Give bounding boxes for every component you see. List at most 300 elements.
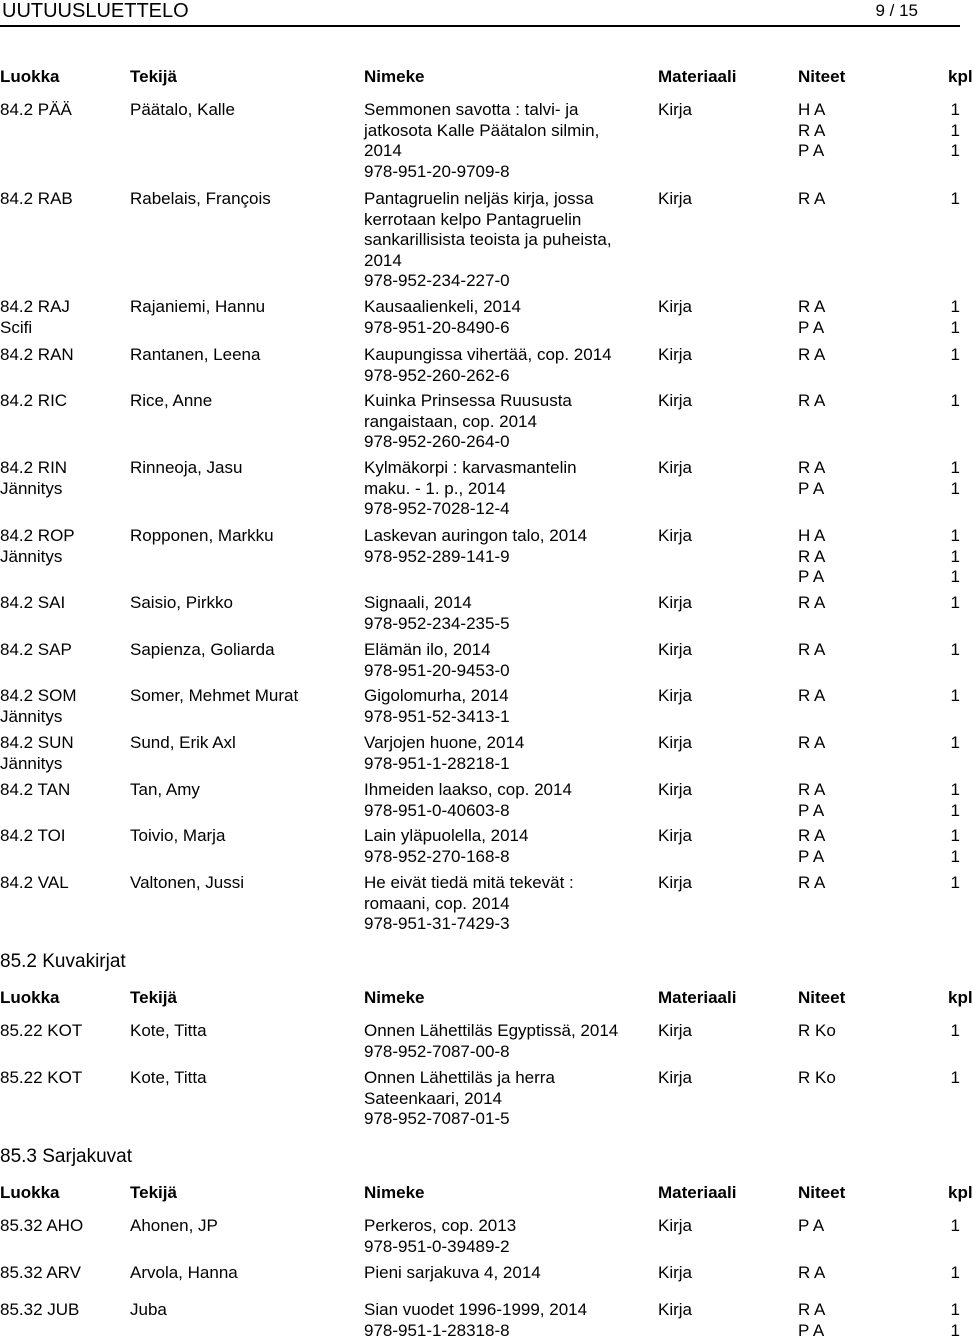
entry-copy-location: R A xyxy=(798,640,826,659)
entry-quantity-value: 1 xyxy=(950,391,960,410)
entry-copies xyxy=(798,593,825,614)
entry-quantity-value: 1 xyxy=(950,873,960,892)
entry-class-line: 84.2 ROP xyxy=(0,526,75,545)
column-header-kpl: kpl xyxy=(948,988,973,1007)
entry-title-line: Sian vuodet 1996-1999, 2014 xyxy=(364,1300,588,1319)
entry-author-name: Arvola, Hanna xyxy=(130,1263,238,1282)
entry-title xyxy=(364,458,577,520)
entry-class xyxy=(0,189,73,210)
entry-class xyxy=(0,1021,82,1042)
entry-author xyxy=(130,1300,167,1321)
entry-copy-location: R A xyxy=(798,546,826,566)
entry-title-line: Lain yläpuolella, 2014 xyxy=(364,826,529,845)
entry-quantity-value: 1 xyxy=(950,800,960,820)
entry-title xyxy=(364,1021,618,1062)
entry-title-line: sankarillisista teoista ja puheista, xyxy=(364,230,612,249)
entry-class xyxy=(0,1216,83,1237)
entry-title-line: 978-952-7087-00-8 xyxy=(364,1041,510,1061)
entry-material xyxy=(658,733,692,754)
entry-author-name: Kote, Titta xyxy=(130,1021,207,1040)
entry-quantity xyxy=(948,526,960,588)
entry-title-line: jatkosota Kalle Päätalon silmin, xyxy=(364,120,600,140)
entry-material xyxy=(658,297,692,318)
entry-quantity-value: 1 xyxy=(950,1021,960,1040)
column-header-luokka: Luokka xyxy=(0,1183,60,1202)
entry-title xyxy=(364,593,510,634)
entry-copies xyxy=(798,1021,836,1042)
entry-material-value: Kirja xyxy=(658,526,693,545)
column-header-materiaali: Materiaali xyxy=(658,1183,737,1202)
entry-quantity-value: 1 xyxy=(950,297,960,316)
column-header-nimeke: Nimeke xyxy=(364,1183,425,1202)
section-heading: 85.2 Kuvakirjat xyxy=(0,951,126,972)
entry-quantity-value: 1 xyxy=(950,546,960,566)
entry-copy-location: R A xyxy=(798,391,826,410)
entry-material-value: Kirja xyxy=(658,1300,693,1319)
entry-title-line: kerrotaan kelpo Pantagruelin xyxy=(364,209,582,229)
entry-title-line: rangaistaan, cop. 2014 xyxy=(364,411,537,431)
entry-copies xyxy=(798,526,825,588)
entry-quantity xyxy=(948,297,960,338)
entry-author-name: Rinneoja, Jasu xyxy=(130,458,243,477)
entry-material-value: Kirja xyxy=(658,345,693,364)
entry-author-name: Saisio, Pirkko xyxy=(130,593,233,612)
column-header-kpl: kpl xyxy=(948,67,973,86)
entry-title-line: 978-952-234-235-5 xyxy=(364,613,510,633)
column-header-luokka: Luokka xyxy=(0,988,60,1007)
entry-class xyxy=(0,593,65,614)
entry-class xyxy=(0,1263,81,1284)
entry-material-value: Kirja xyxy=(658,733,693,752)
entry-quantity-value: 1 xyxy=(950,317,960,337)
entry-copies xyxy=(798,1216,824,1237)
column-header-materiaali: Materiaali xyxy=(658,988,737,1007)
entry-title xyxy=(364,189,612,292)
entry-material-value: Kirja xyxy=(658,780,693,799)
column-header-kpl: kpl xyxy=(948,1183,973,1202)
entry-quantity-value: 1 xyxy=(950,733,960,752)
entry-title-line: 978-952-7087-01-5 xyxy=(364,1109,510,1128)
entry-material-value: Kirja xyxy=(658,458,693,477)
entry-copy-location: R A xyxy=(798,593,826,612)
entry-material xyxy=(658,345,692,366)
column-header-materiaali: Materiaali xyxy=(658,67,737,86)
entry-author xyxy=(130,1021,207,1042)
entry-copies xyxy=(798,733,825,754)
entry-title-line: He eivät tiedä mitä tekevät : xyxy=(364,873,574,892)
entry-title xyxy=(364,733,524,774)
entry-copy-location: R A xyxy=(798,733,826,752)
entry-author-name: Päätalo, Kalle xyxy=(130,100,235,119)
entry-material xyxy=(658,780,692,801)
entry-author xyxy=(130,391,212,412)
entry-title xyxy=(364,1068,555,1130)
entry-class xyxy=(0,345,74,366)
entry-class-line: 84.2 SOM xyxy=(0,686,77,705)
entry-class-line: 84.2 SUN xyxy=(0,733,74,752)
entry-copy-location: H A xyxy=(798,100,826,119)
entry-class-line: 85.32 ARV xyxy=(0,1263,81,1282)
entry-quantity xyxy=(948,593,960,614)
entry-material xyxy=(658,458,692,479)
entry-title-line: Kausaalienkeli, 2014 xyxy=(364,297,521,316)
entry-material-value: Kirja xyxy=(658,100,693,119)
entry-material xyxy=(658,1263,692,1284)
entry-class xyxy=(0,526,75,567)
entry-title-line: Varjojen huone, 2014 xyxy=(364,733,525,752)
entry-quantity-value: 1 xyxy=(950,141,960,160)
entry-class xyxy=(0,1068,82,1089)
entry-copies xyxy=(798,640,825,661)
entry-author xyxy=(130,526,274,547)
entry-title xyxy=(364,100,599,182)
entry-title-line: Perkeros, cop. 2013 xyxy=(364,1216,517,1235)
entry-title-line: Pieni sarjakuva 4, 2014 xyxy=(364,1263,541,1282)
entry-material xyxy=(658,189,692,210)
entry-copies xyxy=(798,1068,836,1089)
entry-class-line: Jännitys xyxy=(0,753,63,773)
entry-copies xyxy=(798,1263,825,1284)
entry-material-value: Kirja xyxy=(658,297,693,316)
entry-author-name: Rice, Anne xyxy=(130,391,213,410)
entry-class xyxy=(0,458,67,499)
entry-class-line: Scifi xyxy=(0,317,33,337)
entry-title-line: Signaali, 2014 xyxy=(364,593,472,612)
entry-title-line: 978-952-270-168-8 xyxy=(364,846,510,866)
header-divider xyxy=(0,25,960,27)
entry-title-line: 978-951-1-28218-1 xyxy=(364,753,510,773)
entry-title-line: 978-952-234-227-0 xyxy=(364,271,510,290)
entry-author xyxy=(130,780,200,801)
entry-copies xyxy=(798,780,825,821)
entry-material xyxy=(658,100,692,121)
entry-material-value: Kirja xyxy=(658,1263,693,1282)
entry-material-value: Kirja xyxy=(658,391,693,410)
entry-author-name: Somer, Mehmet Murat xyxy=(130,686,299,705)
entry-quantity-value: 1 xyxy=(950,526,960,545)
entry-quantity xyxy=(948,780,960,821)
entry-title xyxy=(364,297,521,338)
entry-quantity xyxy=(948,1300,960,1341)
entry-copy-location: P A xyxy=(798,317,825,337)
entry-class-line: 84.2 VAL xyxy=(0,873,69,892)
entry-copy-location: R A xyxy=(798,873,826,892)
entry-quantity xyxy=(948,189,960,210)
page-title: UUTUUSLUETTELO xyxy=(2,0,189,22)
entry-title xyxy=(364,526,587,567)
entry-quantity-value: 1 xyxy=(950,593,960,612)
entry-copies xyxy=(798,345,825,366)
entry-material-value: Kirja xyxy=(658,1216,693,1235)
entry-author xyxy=(130,686,298,707)
entry-material-value: Kirja xyxy=(658,686,693,705)
entry-title-line: maku. - 1. p., 2014 xyxy=(364,478,506,498)
column-header-nimeke: Nimeke xyxy=(364,988,425,1007)
column-header-luokka: Luokka xyxy=(0,67,60,86)
entry-class-line: 85.32 JUB xyxy=(0,1300,80,1319)
entry-class xyxy=(0,686,77,727)
entry-copies xyxy=(798,1300,825,1341)
entry-copy-location: R A xyxy=(798,120,826,140)
entry-author xyxy=(130,458,242,479)
entry-author xyxy=(130,640,275,661)
column-header-tekija: Tekijä xyxy=(130,1183,177,1202)
column-header-row xyxy=(0,67,973,87)
entry-author-name: Toivio, Marja xyxy=(130,826,226,845)
entry-class xyxy=(0,1300,79,1321)
entry-quantity-value: 1 xyxy=(950,100,960,119)
entry-author-name: Juba xyxy=(130,1300,167,1319)
entry-quantity-value: 1 xyxy=(950,640,960,659)
entry-copies xyxy=(798,873,825,894)
entry-class-line: 84.2 TOI xyxy=(0,826,66,845)
entry-title xyxy=(364,1300,587,1341)
entry-title-line: Semmonen savotta : talvi- ja xyxy=(364,100,579,119)
entry-title-line: 978-952-260-262-6 xyxy=(364,365,510,385)
entry-title-line: 978-951-20-8490-6 xyxy=(364,317,510,337)
entry-title-line: Onnen Lähettiläs Egyptissä, 2014 xyxy=(364,1021,619,1040)
entry-class-line: 84.2 RIN xyxy=(0,458,68,477)
entry-copy-location: R A xyxy=(798,1263,826,1282)
entry-copies xyxy=(798,686,825,707)
entry-author-name: Valtonen, Jussi xyxy=(130,873,245,892)
entry-title xyxy=(364,640,510,681)
entry-class-line: 84.2 TAN xyxy=(0,780,71,799)
entry-title-line: 978-951-20-9709-8 xyxy=(364,161,510,181)
column-header-nimeke: Nimeke xyxy=(364,67,425,86)
entry-copies xyxy=(798,297,825,338)
entry-class-line: 85.22 KOT xyxy=(0,1021,83,1040)
entry-class xyxy=(0,391,67,412)
entry-quantity xyxy=(948,100,960,162)
entry-class-line: 85.22 KOT xyxy=(0,1068,83,1087)
entry-class-line: 84.2 RIC xyxy=(0,391,68,410)
entry-quantity xyxy=(948,1263,960,1284)
entry-title xyxy=(364,1216,516,1257)
entry-copy-location: R A xyxy=(798,1300,826,1319)
entry-class xyxy=(0,297,70,338)
entry-quantity-value: 1 xyxy=(950,686,960,705)
entry-material xyxy=(658,526,692,547)
entry-title-line: Ihmeiden laakso, cop. 2014 xyxy=(364,780,572,799)
entry-copies xyxy=(798,189,825,210)
entry-material xyxy=(658,1216,692,1237)
entry-copy-location: P A xyxy=(798,1320,825,1340)
entry-quantity-value: 1 xyxy=(950,458,960,477)
entry-author xyxy=(130,1068,207,1089)
entry-class xyxy=(0,100,72,121)
entry-quantity xyxy=(948,873,960,894)
entry-copies xyxy=(798,100,825,162)
entry-title xyxy=(364,686,510,727)
entry-title-line: 978-951-31-7429-3 xyxy=(364,914,510,933)
entry-author-name: Sapienza, Goliarda xyxy=(130,640,275,659)
entry-material xyxy=(658,826,692,847)
column-header-row xyxy=(0,988,973,1008)
entry-quantity xyxy=(948,826,960,867)
entry-material-value: Kirja xyxy=(658,640,693,659)
entry-class xyxy=(0,733,74,774)
entry-author xyxy=(130,1216,218,1237)
entry-title-line: Kylmäkorpi : karvasmantelin xyxy=(364,458,577,477)
entry-title xyxy=(364,826,528,867)
entry-quantity-value: 1 xyxy=(950,1263,960,1282)
entry-author xyxy=(130,345,260,366)
entry-title-line: 2014 xyxy=(364,141,402,160)
column-header-tekija: Tekijä xyxy=(130,67,177,86)
entry-copy-location: R A xyxy=(798,826,826,845)
entry-class xyxy=(0,826,66,847)
entry-title xyxy=(364,780,572,821)
entry-author-name: Rajaniemi, Hannu xyxy=(130,297,266,316)
entry-author xyxy=(130,873,244,894)
entry-title xyxy=(364,391,572,453)
entry-copy-location: R A xyxy=(798,780,826,799)
entry-quantity xyxy=(948,733,960,754)
entry-author-name: Rabelais, François xyxy=(130,189,271,208)
entry-quantity-value: 1 xyxy=(950,826,960,845)
entry-copy-location: P A xyxy=(798,567,825,586)
entry-title-line: Kuinka Prinsessa Ruususta xyxy=(364,391,572,410)
entry-title-line: 978-952-7028-12-4 xyxy=(364,499,510,518)
entry-quantity-value: 1 xyxy=(950,1300,960,1319)
entry-copy-location: P A xyxy=(798,141,825,160)
entry-copy-location: R A xyxy=(798,297,826,316)
entry-quantity xyxy=(948,458,960,499)
entry-class xyxy=(0,873,69,894)
entry-class-line: 84.2 RAN xyxy=(0,345,74,364)
entry-title-line: 978-951-0-39489-2 xyxy=(364,1236,510,1256)
entry-title-line: romaani, cop. 2014 xyxy=(364,893,510,913)
entry-class xyxy=(0,780,70,801)
entry-copy-location: P A xyxy=(798,846,825,866)
entry-class-line: Jännitys xyxy=(0,706,63,726)
entry-author xyxy=(130,297,265,318)
entry-quantity-value: 1 xyxy=(950,120,960,140)
entry-title-line: Pantagruelin neljäs kirja, jossa xyxy=(364,189,594,208)
entry-title-line: 978-951-20-9453-0 xyxy=(364,660,510,680)
entry-author-name: Ropponen, Markku xyxy=(130,526,274,545)
entry-material-value: Kirja xyxy=(658,826,693,845)
entry-copies xyxy=(798,826,825,867)
entry-class-line: 84.2 SAI xyxy=(0,593,66,612)
entry-class-line: Jännitys xyxy=(0,478,63,498)
entry-copy-location: R Ko xyxy=(798,1021,836,1040)
column-header-niteet: Niteet xyxy=(798,67,846,86)
entry-class-line: 84.2 SAP xyxy=(0,640,72,659)
page-number: 9 / 15 xyxy=(875,1,918,20)
entry-class-line: Jännitys xyxy=(0,546,63,566)
entry-quantity xyxy=(948,686,960,707)
entry-quantity-value: 1 xyxy=(950,478,960,498)
entry-quantity-value: 1 xyxy=(950,1320,960,1340)
entry-quantity-value: 1 xyxy=(950,846,960,866)
entry-copy-location: R A xyxy=(798,189,826,208)
entry-quantity-value: 1 xyxy=(950,189,960,208)
entry-copies xyxy=(798,458,825,499)
entry-title xyxy=(364,1263,541,1284)
entry-material xyxy=(658,1021,692,1042)
entry-class-line: 84.2 RAB xyxy=(0,189,73,208)
entry-copy-location: R A xyxy=(798,458,826,477)
entry-title-line: 978-951-1-28318-8 xyxy=(364,1320,510,1340)
entry-quantity-value: 1 xyxy=(950,780,960,799)
entry-class-line: 85.32 AHO xyxy=(0,1216,84,1235)
entry-author-name: Sund, Erik Axl xyxy=(130,733,236,752)
entry-title xyxy=(364,345,612,386)
entry-material-value: Kirja xyxy=(658,873,693,892)
entry-quantity xyxy=(948,1068,960,1089)
entry-copy-location: R A xyxy=(798,345,826,364)
entry-class-line: 84.2 PÄÄ xyxy=(0,100,72,119)
entry-quantity xyxy=(948,1216,960,1237)
entry-author-name: Rantanen, Leena xyxy=(130,345,261,364)
entry-material-value: Kirja xyxy=(658,189,693,208)
entry-material-value: Kirja xyxy=(658,1021,693,1040)
entry-title-line: 978-951-0-40603-8 xyxy=(364,800,510,820)
entry-title-line: 978-951-52-3413-1 xyxy=(364,706,510,726)
entry-title-line: Elämän ilo, 2014 xyxy=(364,640,491,659)
entry-title-line: Gigolomurha, 2014 xyxy=(364,686,509,705)
entry-material xyxy=(658,1068,692,1089)
entry-material xyxy=(658,593,692,614)
entry-material-value: Kirja xyxy=(658,1068,693,1087)
entry-quantity xyxy=(948,1021,960,1042)
entry-material xyxy=(658,391,692,412)
entry-quantity-value: 1 xyxy=(950,567,960,586)
entry-author-name: Ahonen, JP xyxy=(130,1216,218,1235)
entry-author-name: Tan, Amy xyxy=(130,780,200,799)
entry-material xyxy=(658,1300,692,1321)
entry-author xyxy=(130,733,236,754)
page-header xyxy=(0,0,960,26)
column-header-niteet: Niteet xyxy=(798,1183,846,1202)
entry-author xyxy=(130,1263,238,1284)
entry-copies xyxy=(798,391,825,412)
entry-author xyxy=(130,593,233,614)
entry-title xyxy=(364,873,574,935)
entry-material xyxy=(658,873,692,894)
column-header-row xyxy=(0,1183,973,1203)
entry-quantity xyxy=(948,345,960,366)
section-heading: 85.3 Sarjakuvat xyxy=(0,1146,133,1167)
entry-author xyxy=(130,100,235,121)
entry-title-line: Kaupungissa vihertää, cop. 2014 xyxy=(364,345,612,364)
entry-quantity xyxy=(948,640,960,661)
entry-copy-location: P A xyxy=(798,800,825,820)
entry-author-name: Kote, Titta xyxy=(130,1068,207,1087)
entry-material xyxy=(658,640,692,661)
entry-material xyxy=(658,686,692,707)
entry-title-line: 978-952-289-141-9 xyxy=(364,546,510,566)
entry-title-line: Sateenkaari, 2014 xyxy=(364,1088,502,1108)
entry-copy-location: R A xyxy=(798,686,826,705)
entry-title-line: 978-952-260-264-0 xyxy=(364,432,510,451)
entry-class xyxy=(0,640,72,661)
entry-class-line: 84.2 RAJ xyxy=(0,297,70,316)
entry-author xyxy=(130,189,271,210)
entry-quantity-value: 1 xyxy=(950,1216,960,1235)
entry-title-line: Onnen Lähettiläs ja herra xyxy=(364,1068,555,1087)
entry-copy-location: H A xyxy=(798,526,826,545)
entry-quantity-value: 1 xyxy=(950,1068,960,1087)
entry-copy-location: R Ko xyxy=(798,1068,836,1087)
entry-title-line: 2014 xyxy=(364,250,402,270)
entry-author xyxy=(130,826,225,847)
column-header-tekija: Tekijä xyxy=(130,988,177,1007)
entry-copy-location: P A xyxy=(798,1216,825,1235)
column-header-niteet: Niteet xyxy=(798,988,846,1007)
